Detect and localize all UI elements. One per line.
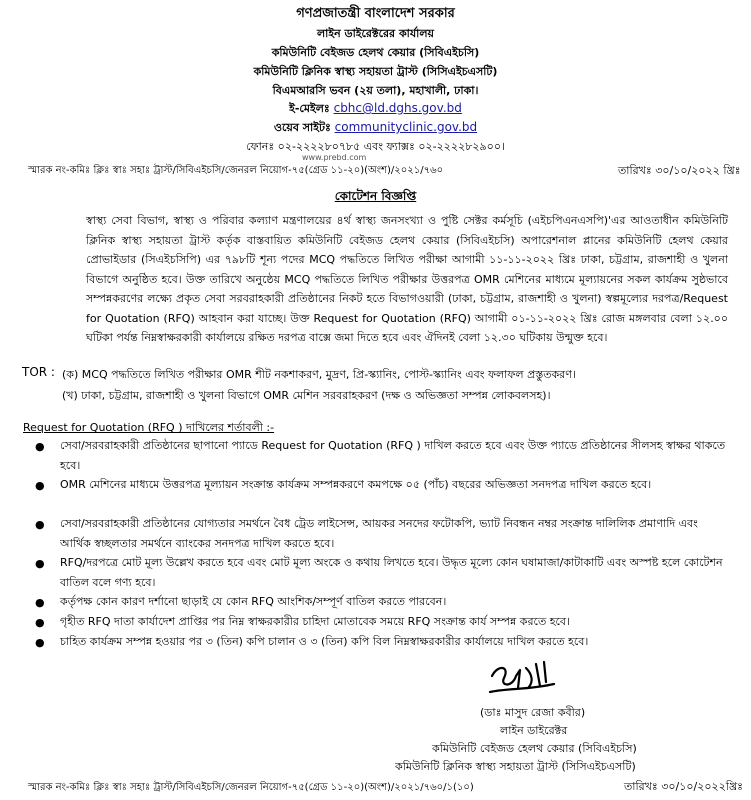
phone-fax: ফোনঃ ০২-২২২২৮০৭৮৫ এবং ফ্যাক্সঃ ০২-২২২২৮২৯০০। (246, 140, 505, 153)
trust-name: কমিউনিটি ক্লিনিক স্বাস্থ্য সহায়তা ট্রাস্ট (সিসিএইচএসটি) (253, 65, 498, 78)
footer-reference: স্মারক নং-কমিঃ ক্লিঃ স্বাঃ সহাঃ ট্রাস্ট/সিবিএইচসি/জেনরল নিয়োগ-৭৫(গ্রেড ১১-২০)(অংশ)/২০২১/৭৬০/১(১০) (28, 782, 474, 793)
tor-item-b: (খ) ঢাকা, চট্টগ্রাম, রাজশাহী ও খুলনা বিভাগে OMR মেশিন সরবরাহকরণ (দক্ষ ও অভিজ্ঞতা সম্পন্ন লোকবলসহ)। (62, 389, 551, 402)
office-address: বিএমআরসি ভবন (২য় তলা), মহাখালী, ঢাকা। (272, 84, 479, 97)
bullet-icon: ● (35, 518, 45, 531)
memo-date: তারিখঃ ৩০/১০/২০২২ খ্রিঃ (618, 164, 741, 177)
condition-item: RFQ/দরপত্রে মোট মূল্য উল্লেখ করতে হবে এবং মোট মূল্য অংকে ও কথায় লিখতে হবে। উদ্ধৃত মূল্যে কোন ঘষামাজা/কাটাকাটি এবং অস্পষ্ট হলে কোটেশন বাতিল বলে গণ্য হবে। (60, 556, 723, 589)
condition-item: OMR মেশিনের মাধ্যমে উত্তরপত্র মূল্যায়ন সংক্রান্ত কার্যক্রম সম্পন্নকরণে কমপক্ষে ০৫ (পাঁচ) বছরের অভিজ্ঞতা সনদপত্র দাখিল করতে হবে। (60, 478, 652, 491)
bullet-icon: ● (35, 596, 45, 609)
signatory-trust: কমিউনিটি ক্লিনিক স্বাস্থ্য সহায়তা ট্রাস্ট (সিসিএইচএসটি) (395, 760, 636, 773)
website-label: ওয়েব সাইটঃ (273, 121, 331, 134)
footer-date: তারিখঃ ৩০/১০/২০২২খ্রিঃ (624, 780, 744, 793)
memo-reference: স্মারক নং-কমিঃ ক্লিঃ স্বাঃ সহাঃ ট্রাস্ট/সিবিএইচসি/জেনরল নিয়োগ-৭৫(গ্রেড ১১-২০)(অংশ)/২০২১/৭৬০ (28, 165, 444, 176)
tor-item-a: (ক) MCQ পদ্ধতিতে লিখিত পরীক্ষার OMR শীট নকশাকরণ, মুদ্রণ, প্রি-স্ক্যানিং, পোস্ট-স্ক্যানিং এবং ফলাফল প্রস্তুতকরণ। (62, 368, 576, 381)
signatory-designation: লাইন ডাইরেক্টর (500, 724, 568, 737)
tor-label: TOR : (22, 365, 55, 379)
notice-body: স্বাস্থ্য সেবা বিভাগ, স্বাস্থ্য ও পরিবার কল্যাণ মন্ত্রণালয়ের ৪র্থ স্বাস্থ্য জনসংখ্যা ও পুষ্টি সেক্টর কর্মসূচি (এইচপিএনএসপি)'এর আওতাধীন কমিউনিটি ক্লিনিক স্বাস্থ্য সহায়তা ট্রাস্ট কর্তৃক বাস্তবায়িত কমিউনিটি বেইজড হেলথ কেয়ার (সিবিএইচসি) অপারেশনাল প্লানের কমিউনিটি হেলথ কেয়ার প্রোভাইডার (সিএইচসিপি) এর ৭৯৮টি শূন্য পদের MCQ পদ্ধতিতে লিখিত পরীক্ষা আগামী ১১-১১-২০২২ খ্রিঃ ঢাকা, চট্টগ্রাম, রাজশাহী ও খুলনা বিভাগে অনুষ্ঠিত হবে। উক্ত তারিখে অনুষ্ঠেয় MCQ পদ্ধতিতে লিখিত পরীক্ষার উত্তরপত্র OMR মেশিনের মাধ্যমে মূল্যায়নের সকল কার্যক্রম সুষ্ঠভাবে সম্পন্নকরণের লক্ষ্যে প্রকৃত সেবা সরবরাহকারী প্রতিষ্ঠানের নিকট হতে বিভাগওয়ারী (ঢাকা, চট্টগ্রাম, রাজশাহী ও খুলনা) স্বল্পমূল্যের দরপত্র/Request for Quotation (RFQ) আহবান করা যাচ্ছে। উক্ত Request for Quotation (RFQ) আগামী ০১-১১-২০২২ খ্রিঃ রোজ মঙ্গলবার বেলা ১২.০০ ঘটিকা পর্যন্ত নিম্নস্বাক্ষরকারী কার্যালয়ে রক্ষিত দরপত্র বাক্সে জমা দিতে হবে এবং ঐদিনই বেলা ১২.৩০ ঘটিকায় উন্মুক্ত হবে। (86, 214, 728, 344)
email-link[interactable]: cbhc@ld.dghs.gov.bd (333, 101, 462, 115)
bullet-icon: ● (35, 557, 45, 570)
email-line (0, 100, 751, 119)
bullet-icon: ● (35, 616, 45, 629)
program-name: কমিউনিটি বেইজড হেলথ কেয়ার (সিবিএইচসি) (271, 46, 480, 59)
bullet-icon: ● (35, 479, 45, 492)
signatory-program: কমিউনিটি বেইজড হেলথ কেয়ার (সিবিএইচসি) (432, 742, 637, 755)
condition-item: কর্তৃপক্ষ কোন কারণ দর্শানো ছাড়াই যে কোন RFQ আংশিক/সম্পূর্ণ বাতিল করতে পারবেন। (60, 595, 447, 608)
bullet-icon: ● (35, 636, 45, 649)
bullet-icon: ● (35, 440, 45, 453)
website-link[interactable]: communityclinic.gov.bd (334, 120, 478, 134)
email-label: ই-মেইলঃ (289, 102, 330, 115)
watermark: www.prebd.com (302, 153, 367, 162)
signatory-name: (ডাঃ মাসুদ রেজা কবীর) (480, 706, 586, 719)
office-name: লাইন ডাইরেক্টরের কার্যালয় (316, 27, 435, 40)
condition-item: সেবা/সরবরাহকারী প্রতিষ্ঠানের ছাপানো প্যাডে Request for Quotation (RFQ ) দাখিল করতে হবে এবং উক্ত প্যাডে প্রতিষ্ঠানের সীলসহ স্বাক্ষর থাকতে হবে। (60, 439, 726, 472)
conditions-heading: Request for Quotation (RFQ ) দাখিলের শর্তাবলী :- (23, 421, 275, 434)
signature (488, 658, 558, 700)
website-line (0, 119, 751, 138)
condition-item: চাহিত কার্যক্রম সম্পন্ন হওয়ার পর ৩ (তিন) কপি চালান ও ৩ (তিন) কপি বিল নিম্নস্বাক্ষরকারীর কার্যালয়ে দাখিল করতে হবে। (60, 635, 589, 648)
notice-title: কোটেশন বিজ্ঞপ্তি (334, 189, 417, 203)
condition-item: গৃহীত RFQ দাতা কার্যাদেশ প্রাপ্তির পর নিম্ন স্বাক্ষরকারীর চাহিদা মোতাবেক সময়ে RFQ সংক্রান্ত কার্য সম্পন্ন করতে হবে। (60, 615, 570, 628)
condition-item: সেবা/সরবরাহকারী প্রতিষ্ঠানের যোগ্যতার সমর্থনে বৈধ ট্রেড লাইসেন্স, আয়কর সনদের ফটোকপি, ভ্যাট নিবন্ধন নম্বর সংক্রান্ত দালিলিক প্রমাণাদি এবং আর্থিক স্বচ্ছলতার সমর্থনে ব্যাংকের সনদপত্র দাখিল করতে হবে। (60, 517, 698, 550)
government-title: গণপ্রজাতন্ত্রী বাংলাদেশ সরকার (296, 6, 455, 21)
